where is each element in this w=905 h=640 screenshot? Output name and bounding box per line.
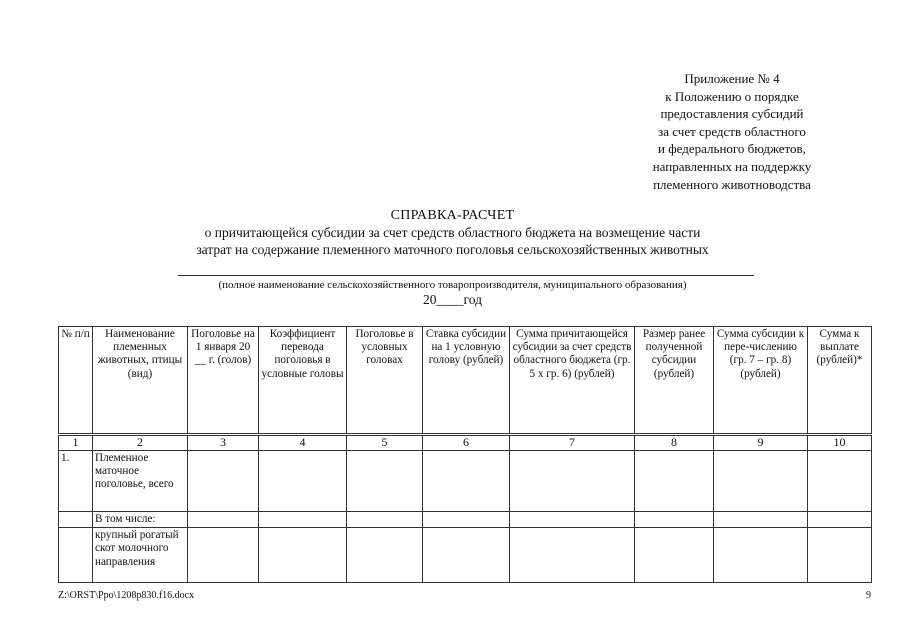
table-cell <box>808 512 872 528</box>
producer-name-hint: (полное наименование сельскохозяйственного товаропроизводителя, муниципального образования) <box>218 279 687 291</box>
file-path: Z:\ORST\Ppo\1208p830.f16.docx <box>58 590 195 601</box>
document-subtitle-line-1: о причитающейся субсидии за счет средств областного бюджета на возмещение части <box>204 225 701 240</box>
appendix-line: за счет средств областного <box>658 123 806 139</box>
appendix-line: к Положению о порядке <box>665 88 799 104</box>
column-number: 4 <box>259 435 347 451</box>
row-name: крупный рогатый скот молочного направления <box>93 528 188 583</box>
document-title-block <box>0 208 905 258</box>
table-cell <box>259 528 347 583</box>
table-cell <box>510 528 635 583</box>
table-row <box>59 451 872 512</box>
column-header: Ставка субсидии на 1 условную голову (рублей) <box>423 327 510 435</box>
table-header-row <box>59 327 872 435</box>
table-cell <box>347 528 423 583</box>
column-number: 7 <box>510 435 635 451</box>
column-number: 9 <box>714 435 808 451</box>
column-header: Поголовье на 1 января 20 __ г. (голов) <box>188 327 259 435</box>
column-header: Размер ранее полученной субсидии (рублей) <box>635 327 714 435</box>
table-cell <box>188 512 259 528</box>
producer-name-line <box>178 275 754 276</box>
table-cell <box>423 451 510 512</box>
column-number: 1 <box>59 435 93 451</box>
column-header: Сумма субсидии к пере-числению (гр. 7 – гр. 8) (рублей) <box>714 327 808 435</box>
table-row <box>59 512 872 528</box>
appendix-block <box>617 70 847 193</box>
column-number: 6 <box>423 435 510 451</box>
column-number: 10 <box>808 435 872 451</box>
table-cell <box>808 451 872 512</box>
column-header: Наименование племенных животных, птицы (вид) <box>93 327 188 435</box>
row-name: Племенное маточное поголовье, всего <box>93 451 188 512</box>
table-cell <box>635 528 714 583</box>
column-number: 2 <box>93 435 188 451</box>
table-cell <box>347 451 423 512</box>
appendix-line: предоставления субсидий <box>660 106 804 122</box>
column-number: 8 <box>635 435 714 451</box>
year-field: 20____год <box>423 292 482 307</box>
table-row <box>59 528 872 583</box>
table-cell <box>510 451 635 512</box>
column-header: № п/п <box>59 327 93 435</box>
document-subtitle-line-2: затрат на содержание племенного маточного поголовья сельскохозяйственных животных <box>196 242 709 257</box>
table-cell <box>714 451 808 512</box>
row-number: 1. <box>59 451 93 512</box>
table-cell <box>808 528 872 583</box>
column-header: Сумма к выплате (рублей)* <box>808 327 872 435</box>
appendix-line: Приложение № 4 <box>684 71 780 86</box>
table-cell <box>188 451 259 512</box>
table-cell <box>423 528 510 583</box>
page-number: 9 <box>866 590 871 601</box>
appendix-line: и федерального бюджетов, <box>658 141 806 157</box>
row-number <box>59 512 93 528</box>
column-number-row <box>59 435 872 451</box>
subsidy-table <box>58 326 872 583</box>
table-cell <box>259 512 347 528</box>
column-header: Сумма причитающейся субсидии за счет средств областного бюджета (гр. 5 х гр. 6) (рублей) <box>510 327 635 435</box>
document-title: СПРАВКА-РАСЧЕТ <box>390 208 515 223</box>
table-cell <box>347 512 423 528</box>
table-cell <box>714 528 808 583</box>
row-number <box>59 528 93 583</box>
appendix-line: племенного животноводства <box>653 176 811 192</box>
table-cell <box>510 512 635 528</box>
table-cell <box>714 512 808 528</box>
column-number: 3 <box>188 435 259 451</box>
column-header: Поголовье в условных головах <box>347 327 423 435</box>
appendix-line: направленных на поддержку <box>652 158 812 174</box>
row-name: В том числе: <box>93 512 188 528</box>
table-cell <box>635 512 714 528</box>
table-cell <box>635 451 714 512</box>
table-cell <box>188 528 259 583</box>
table-cell <box>259 451 347 512</box>
column-header: Коэффициент перевода поголовья в условные головы <box>259 327 347 435</box>
column-number: 5 <box>347 435 423 451</box>
table-cell <box>423 512 510 528</box>
